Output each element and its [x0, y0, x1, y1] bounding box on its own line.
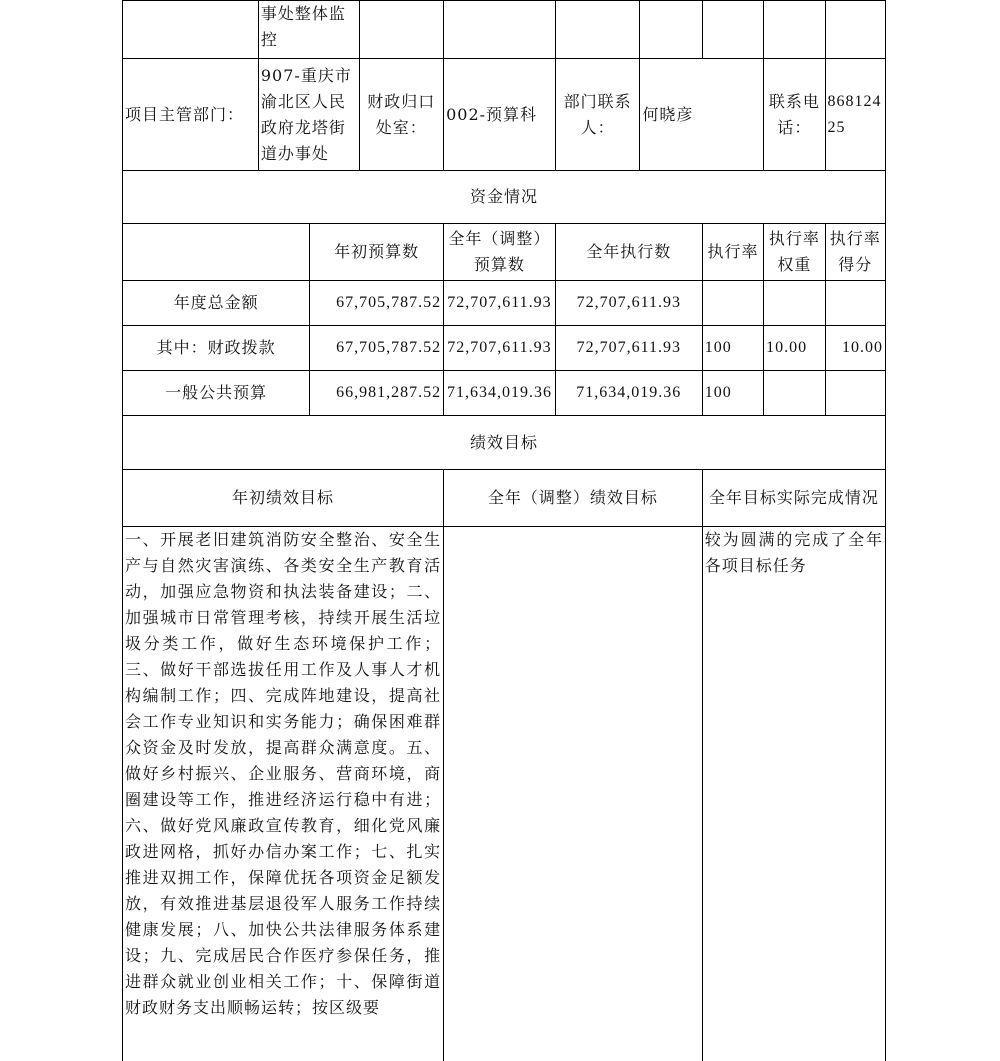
rate-score-value: 10.00 — [825, 326, 885, 371]
department-row — [123, 59, 886, 171]
empty-cell — [123, 224, 310, 281]
rate-weight-value — [764, 281, 825, 326]
empty-cell — [359, 1, 444, 59]
initial-goal-text: 一、开展老旧建筑消防安全整治、安全生产与自然灾害演练、各类安全生产教育活动，加强应急物资和执法装备建设；二、加强城市日常管理考核，持续开展生活垃圾分类工作，做好生态环境保护工作；三、做好干部选拔任用工作及人事人才机构编制工作；四、完成阵地建设，提高社会工作专业知识和实务能力；确保困难群众资金及时发放，提高群众满意度。五、做好乡村振兴、企业服务、营商环境，商圈建设等工作，推进经济运行稳中有进；六、做好党风廉政宣传教育，细化党风廉政进网格，抓好办信办案工作；七、扎实推进双拥工作，保障优抚各项资金足额发放，有效推进基层退役军人服务工作持续健康发展；八、加快公共法律服务体系建设；九、完成居民合作医疗参保任务，推进群众就业创业相关工作；十、保障街道财政财务支出顺畅运转；按区级要 — [123, 527, 444, 1061]
performance-content-row — [123, 527, 886, 1061]
executed-value: 72,707,611.93 — [555, 326, 702, 371]
empty-cell — [825, 1, 885, 59]
performance-header-row — [123, 470, 886, 527]
phone-label: 联系电话： — [764, 59, 825, 171]
header-adjusted-budget: 全年（调整）预算数 — [444, 224, 556, 281]
continuation-row — [123, 1, 886, 59]
rate-score-value — [825, 371, 885, 416]
exec-rate-value: 100 — [702, 371, 763, 416]
row-label: 一般公共预算 — [123, 371, 310, 416]
rate-weight-value — [764, 371, 825, 416]
rate-weight-value: 10.00 — [764, 326, 825, 371]
funds-section-title: 资金情况 — [123, 171, 886, 224]
rate-score-value — [825, 281, 885, 326]
actual-completion-text: 较为圆满的完成了全年各项目标任务 — [702, 527, 885, 1061]
empty-cell — [444, 1, 556, 59]
adjusted-budget-value: 71,634,019.36 — [444, 371, 556, 416]
exec-rate-value: 100 — [702, 326, 763, 371]
dept-value: 907-重庆市渝北区人民政府龙塔街道办事处 — [258, 59, 359, 171]
header-rate-score: 执行率得分 — [825, 224, 885, 281]
initial-budget-value: 67,705,787.52 — [310, 281, 444, 326]
empty-cell — [702, 1, 763, 59]
executed-value: 72,707,611.93 — [555, 281, 702, 326]
performance-report-sheet — [122, 0, 886, 1061]
contact-value: 何晓彦 — [640, 59, 764, 171]
empty-cell — [123, 1, 259, 59]
funds-header-row — [123, 224, 886, 281]
budget-performance-table — [122, 0, 886, 1061]
phone-value: 86812425 — [825, 59, 885, 171]
adjusted-budget-value: 72,707,611.93 — [444, 281, 556, 326]
executed-value: 71,634,019.36 — [555, 371, 702, 416]
header-rate-weight: 执行率权重 — [764, 224, 825, 281]
finance-office-label: 财政归口处室： — [359, 59, 444, 171]
empty-cell — [764, 1, 825, 59]
dept-name-tail: 事处整体监控 — [258, 1, 359, 59]
finance-office-value: 002-预算科 — [444, 59, 556, 171]
header-executed: 全年执行数 — [555, 224, 702, 281]
empty-cell — [555, 1, 640, 59]
funds-row-total — [123, 281, 886, 326]
header-exec-rate: 执行率 — [702, 224, 763, 281]
header-actual-completion: 全年目标实际完成情况 — [702, 470, 885, 527]
header-initial-goal: 年初绩效目标 — [123, 470, 444, 527]
contact-label: 部门联系人： — [555, 59, 640, 171]
exec-rate-value — [702, 281, 763, 326]
funds-row-fiscal — [123, 326, 886, 371]
empty-cell — [640, 1, 702, 59]
adjusted-budget-value: 72,707,611.93 — [444, 326, 556, 371]
funds-section-row — [123, 171, 886, 224]
header-initial-budget: 年初预算数 — [310, 224, 444, 281]
row-label: 年度总金额 — [123, 281, 310, 326]
dept-label: 项目主管部门： — [123, 59, 259, 171]
initial-budget-value: 66,981,287.52 — [310, 371, 444, 416]
row-label: 其中：财政拨款 — [123, 326, 310, 371]
funds-row-general — [123, 371, 886, 416]
header-adjusted-goal: 全年（调整）绩效目标 — [444, 470, 703, 527]
performance-section-row — [123, 416, 886, 470]
performance-section-title: 绩效目标 — [123, 416, 886, 470]
adjusted-goal-text — [444, 527, 703, 1061]
initial-budget-value: 67,705,787.52 — [310, 326, 444, 371]
